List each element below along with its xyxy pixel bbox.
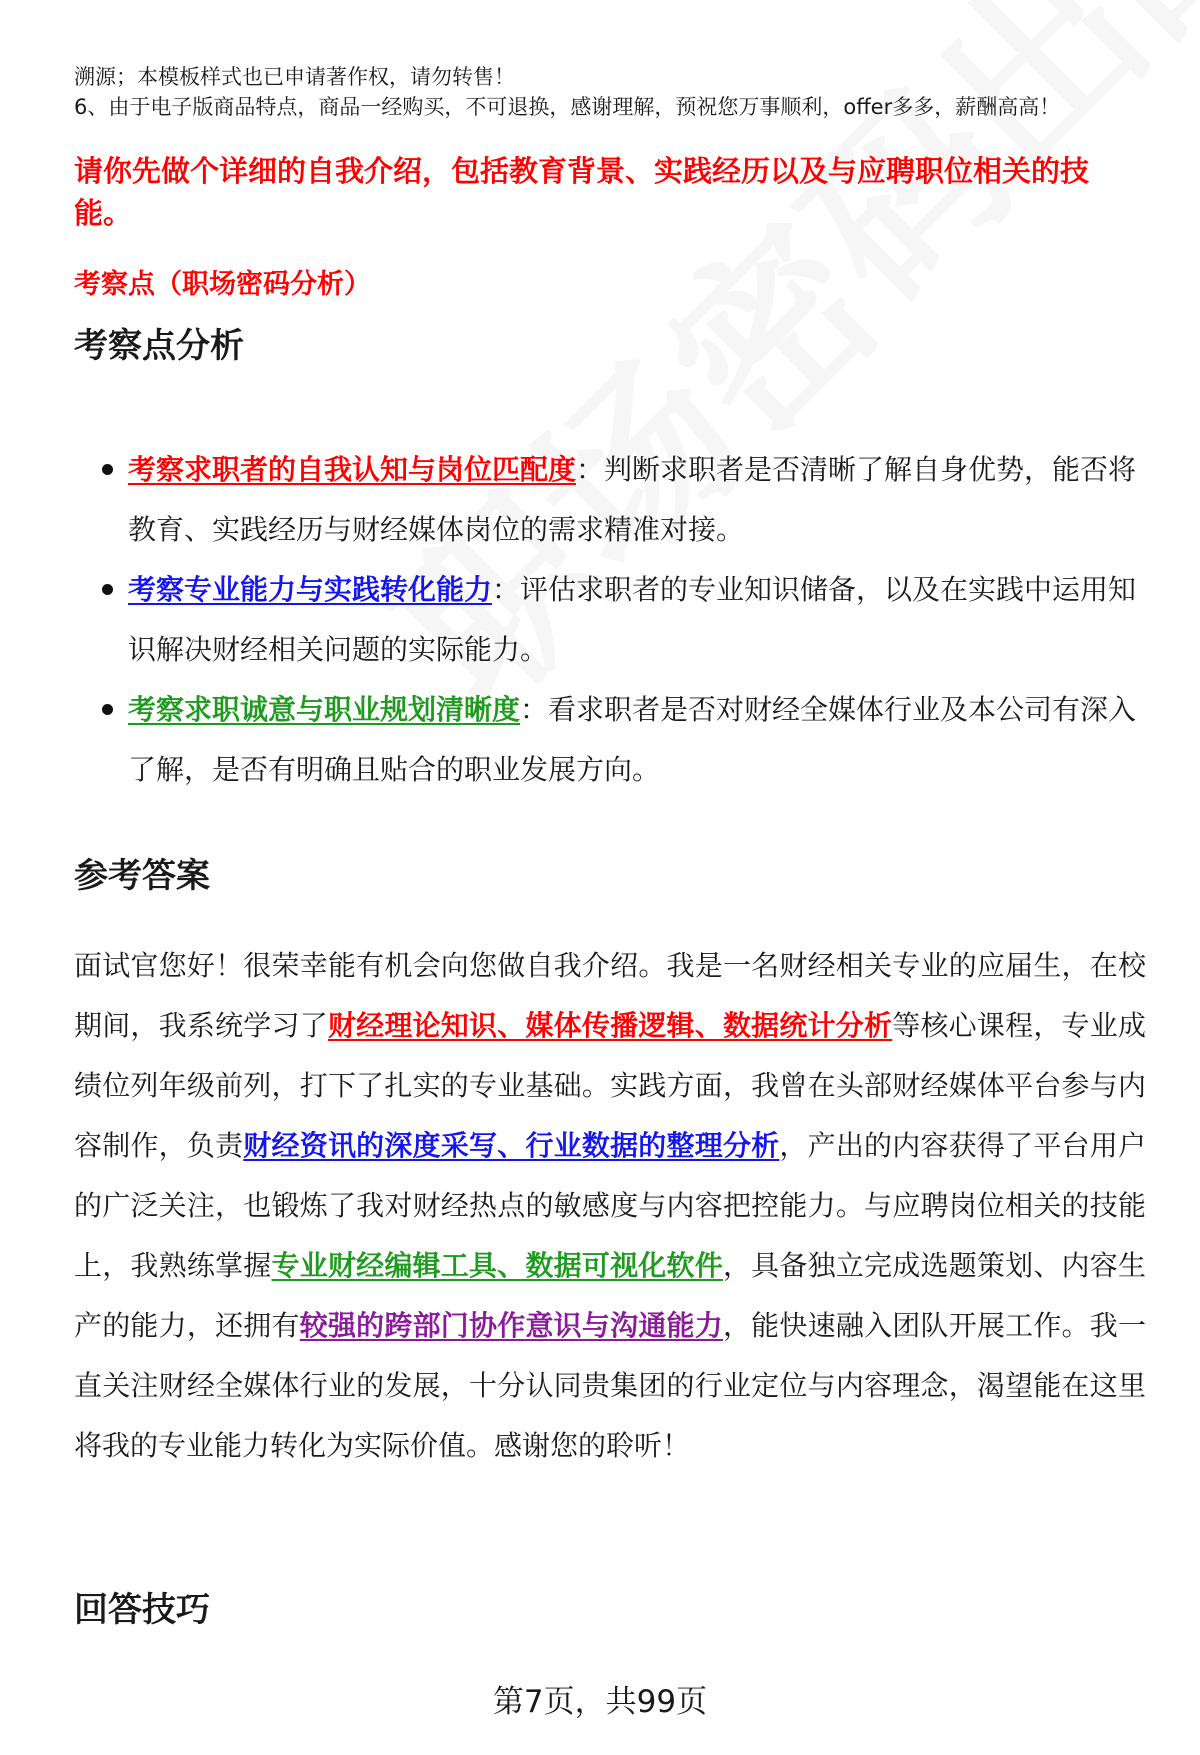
bullet-text: ：评估求职者的专业知识储备，以及在实践中运用知识解决财经相关问题的实际能力。 xyxy=(128,573,1137,666)
bullet-text: ：判断求职者是否清晰了解自身优势，能否将教育、实践经历与财经媒体岗位的需求精准对接。 xyxy=(128,453,1137,546)
bullet-highlight: 考察专业能力与实践转化能力 xyxy=(128,573,493,606)
answer-highlight: 财经理论知识、媒体传播逻辑、数据统计分析 xyxy=(327,1009,893,1042)
answer-paragraph xyxy=(74,936,1146,1476)
section-heading-analysis: 考察点分析 xyxy=(74,326,244,366)
bullet-item xyxy=(74,680,1144,800)
exam-point-label: 考察点（职场密码分析） xyxy=(74,269,371,300)
section-heading-tips: 回答技巧 xyxy=(74,1590,210,1630)
bullet-item xyxy=(74,560,1144,680)
notice-line-1: 溯源；本模板样式也已申请著作权，请勿转售！ xyxy=(74,65,515,89)
bullet-item xyxy=(74,440,1144,560)
bullet-text: ：看求职者是否对财经全媒体行业及本公司有深入了解，是否有明确且贴合的职业发展方向。 xyxy=(128,693,1137,786)
answer-text: 面试官您好！很荣幸能有机会向您做自我介绍。我是一名财经相关专业的应届生，在校期间，我系统学习了 xyxy=(74,949,1146,1042)
section-heading-answer: 参考答案 xyxy=(74,856,210,896)
answer-text: ，能快速融入团队开展工作。我一直关注财经全媒体行业的发展，十分认同贵集团的行业定位与内容理念，渴望能在这里将我的专业能力转化为实际价值。感谢您的聆听！ xyxy=(74,1309,1146,1462)
answer-text: 等核心课程，专业成绩位列年级前列，打下了扎实的专业基础。实践方面，我曾在头部财经媒体平台参与内容制作，负责 xyxy=(74,1009,1146,1162)
bullet-dot-icon xyxy=(102,464,113,475)
bullet-dot-icon xyxy=(102,584,113,595)
bullet-dot-icon xyxy=(102,704,113,715)
answer-highlight: 较强的跨部门协作意识与沟通能力 xyxy=(299,1309,723,1342)
notice-line-2: 6、由于电子版商品特点，商品一经购买，不可退换，感谢理解，预祝您万事顺利，offer多多，薪酬高高！ xyxy=(74,95,1061,119)
answer-highlight: 财经资讯的深度采写、行业数据的整理分析 xyxy=(243,1129,780,1162)
analysis-bullet-list xyxy=(74,440,1144,800)
question-heading: 请你先做个详细的自我介绍，包括教育背景、实践经历以及与应聘职位相关的技能。 xyxy=(74,154,1090,230)
notice-block xyxy=(74,62,1134,122)
answer-highlight: 专业财经编辑工具、数据可视化软件 xyxy=(271,1249,723,1282)
bullet-highlight: 考察求职者的自我认知与岗位匹配度 xyxy=(128,453,577,486)
page-number: 第7页，共99页 xyxy=(492,1684,708,1720)
bullet-highlight: 考察求职诚意与职业规划清晰度 xyxy=(128,693,521,726)
answer-text: ，产出的内容获得了平台用户的广泛关注，也锻炼了我对财经热点的敏感度与内容把控能力。与应聘岗位相关的技能上，我熟练掌握 xyxy=(74,1129,1146,1282)
answer-text: ，具备独立完成选题策划、内容生产的能力，还拥有 xyxy=(74,1249,1146,1342)
